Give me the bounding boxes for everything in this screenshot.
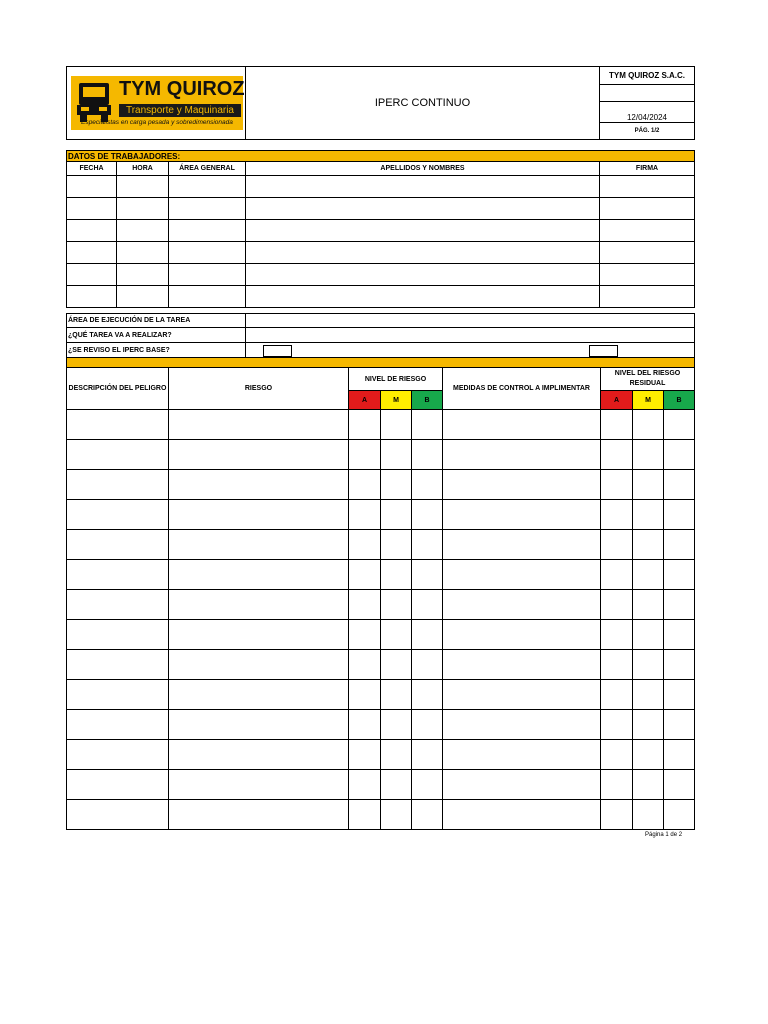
fecha-cell[interactable] <box>67 176 117 198</box>
residual-level-b: B <box>664 391 695 410</box>
risk-table <box>66 367 695 830</box>
nivel-a-cell[interactable] <box>349 410 381 440</box>
residual-a-cell[interactable] <box>601 800 633 830</box>
section-divider-bar <box>67 358 695 368</box>
col-area-general: ÁREA GENERAL <box>169 162 246 176</box>
iperc-no-checkbox[interactable] <box>589 345 618 357</box>
table-row <box>67 410 695 440</box>
company-logo <box>71 76 243 130</box>
task-area-field[interactable] <box>246 314 695 328</box>
nivel-b-cell[interactable] <box>412 410 443 440</box>
residual-b-cell[interactable] <box>664 650 695 680</box>
residual-m-cell[interactable] <box>633 770 664 800</box>
page-number: PÁG. 1/2 <box>600 122 695 139</box>
residual-b-cell[interactable] <box>664 770 695 800</box>
nombres-cell[interactable] <box>246 286 600 308</box>
residual-a-cell[interactable] <box>601 740 633 770</box>
document-title: IPERC CONTINUO <box>246 67 600 140</box>
task-area-label: ÁREA DE EJECUCIÓN DE LA TAREA <box>67 314 246 328</box>
riesgo-cell[interactable] <box>169 560 349 590</box>
nombres-cell[interactable] <box>246 176 600 198</box>
residual-m-cell[interactable] <box>633 530 664 560</box>
medidas-cell[interactable] <box>443 470 601 500</box>
medidas-cell[interactable] <box>443 650 601 680</box>
col-firma: FIRMA <box>600 162 695 176</box>
medidas-cell[interactable] <box>443 530 601 560</box>
brand-name: TYM QUIROZ <box>119 78 245 100</box>
residual-m-cell[interactable] <box>633 620 664 650</box>
nivel-b-cell[interactable] <box>412 680 443 710</box>
medidas-cell[interactable] <box>443 800 601 830</box>
residual-b-cell[interactable] <box>664 410 695 440</box>
residual-a-cell[interactable] <box>601 770 633 800</box>
riesgo-cell[interactable] <box>169 470 349 500</box>
nivel-a-cell[interactable] <box>349 770 381 800</box>
riesgo-cell[interactable] <box>169 620 349 650</box>
medidas-cell[interactable] <box>443 680 601 710</box>
residual-level-a: A <box>601 391 633 410</box>
fecha-cell[interactable] <box>67 286 117 308</box>
nivel-a-cell[interactable] <box>349 680 381 710</box>
residual-m-cell[interactable] <box>633 500 664 530</box>
table-row <box>67 470 695 500</box>
iperc-base-field <box>246 343 695 358</box>
nombres-cell[interactable] <box>246 264 600 286</box>
firma-cell[interactable] <box>600 198 695 220</box>
riesgo-cell[interactable] <box>169 740 349 770</box>
hora-cell[interactable] <box>117 198 169 220</box>
workers-section-title: DATOS DE TRABAJADORES: <box>67 151 695 162</box>
nivel-b-cell[interactable] <box>412 740 443 770</box>
task-what-label: ¿QUÉ TAREA VA A REALIZAR? <box>67 328 246 343</box>
fecha-cell[interactable] <box>67 198 117 220</box>
table-row <box>67 680 695 710</box>
col-nivel-riesgo: NIVEL DE RIESGO <box>349 368 443 391</box>
table-row <box>67 286 695 308</box>
nivel-m-cell[interactable] <box>381 560 412 590</box>
nivel-m-cell[interactable] <box>381 620 412 650</box>
nivel-m-cell[interactable] <box>381 770 412 800</box>
nivel-m-cell[interactable] <box>381 410 412 440</box>
peligro-cell[interactable] <box>67 410 169 440</box>
nivel-b-cell[interactable] <box>412 500 443 530</box>
task-table <box>66 313 695 368</box>
residual-m-cell[interactable] <box>633 800 664 830</box>
fecha-cell[interactable] <box>67 264 117 286</box>
riesgo-cell[interactable] <box>169 590 349 620</box>
peligro-cell[interactable] <box>67 770 169 800</box>
level-a: A <box>349 391 381 410</box>
nivel-a-cell[interactable] <box>349 650 381 680</box>
table-row <box>67 650 695 680</box>
medidas-cell[interactable] <box>443 620 601 650</box>
riesgo-cell[interactable] <box>169 800 349 830</box>
residual-b-cell[interactable] <box>664 440 695 470</box>
residual-a-cell[interactable] <box>601 500 633 530</box>
col-apellidos-nombres: APELLIDOS Y NOMBRES <box>246 162 600 176</box>
residual-b-cell[interactable] <box>664 560 695 590</box>
residual-b-cell[interactable] <box>664 680 695 710</box>
peligro-cell[interactable] <box>67 740 169 770</box>
nivel-b-cell[interactable] <box>412 710 443 740</box>
medidas-cell[interactable] <box>443 740 601 770</box>
table-row <box>67 440 695 470</box>
firma-cell[interactable] <box>600 286 695 308</box>
brand-subtitle: Transporte y Maquinaria <box>119 104 241 117</box>
table-row <box>67 530 695 560</box>
table-row <box>67 242 695 264</box>
nivel-b-cell[interactable] <box>412 650 443 680</box>
table-row <box>67 740 695 770</box>
residual-a-cell[interactable] <box>601 530 633 560</box>
residual-b-cell[interactable] <box>664 500 695 530</box>
table-row <box>67 176 695 198</box>
nivel-m-cell[interactable] <box>381 590 412 620</box>
residual-m-cell[interactable] <box>633 440 664 470</box>
medidas-cell[interactable] <box>443 710 601 740</box>
residual-b-cell[interactable] <box>664 710 695 740</box>
table-row <box>67 220 695 242</box>
header-blank-cell <box>600 85 695 102</box>
header-table <box>66 66 695 140</box>
nivel-m-cell[interactable] <box>381 530 412 560</box>
hora-cell[interactable] <box>117 242 169 264</box>
logo-cell <box>67 67 246 140</box>
nivel-m-cell[interactable] <box>381 710 412 740</box>
riesgo-cell[interactable] <box>169 530 349 560</box>
residual-label-line1: NIVEL DEL RIESGO <box>614 370 681 377</box>
residual-m-cell[interactable] <box>633 650 664 680</box>
riesgo-cell[interactable] <box>169 680 349 710</box>
medidas-cell[interactable] <box>443 410 601 440</box>
nivel-b-cell[interactable] <box>412 440 443 470</box>
residual-a-cell[interactable] <box>601 710 633 740</box>
firma-cell[interactable] <box>600 264 695 286</box>
residual-a-cell[interactable] <box>601 470 633 500</box>
table-row <box>67 620 695 650</box>
riesgo-cell[interactable] <box>169 410 349 440</box>
nivel-b-cell[interactable] <box>412 800 443 830</box>
nivel-b-cell[interactable] <box>412 770 443 800</box>
peligro-cell[interactable] <box>67 560 169 590</box>
residual-a-cell[interactable] <box>601 650 633 680</box>
col-riesgo: RIESGO <box>169 368 349 410</box>
firma-cell[interactable] <box>600 242 695 264</box>
col-hora: HORA <box>117 162 169 176</box>
area-cell[interactable] <box>169 264 246 286</box>
fecha-cell[interactable] <box>67 220 117 242</box>
table-row <box>67 198 695 220</box>
nivel-m-cell[interactable] <box>381 650 412 680</box>
area-cell[interactable] <box>169 286 246 308</box>
nivel-m-cell[interactable] <box>381 740 412 770</box>
nivel-a-cell[interactable] <box>349 590 381 620</box>
residual-a-cell[interactable] <box>601 620 633 650</box>
nivel-a-cell[interactable] <box>349 530 381 560</box>
footer-page-text: Página 1 de 2 <box>645 832 683 838</box>
hora-cell[interactable] <box>117 176 169 198</box>
col-fecha: FECHA <box>67 162 117 176</box>
residual-b-cell[interactable] <box>664 740 695 770</box>
fecha-cell[interactable] <box>67 242 117 264</box>
nivel-b-cell[interactable] <box>412 530 443 560</box>
nivel-a-cell[interactable] <box>349 560 381 590</box>
riesgo-cell[interactable] <box>169 770 349 800</box>
hora-cell[interactable] <box>117 220 169 242</box>
peligro-cell[interactable] <box>67 530 169 560</box>
risk-rows <box>67 410 695 830</box>
brand-tagline: Especialistas en carga pesada y sobredimensionada <box>81 119 233 126</box>
residual-a-cell[interactable] <box>601 590 633 620</box>
nombres-cell[interactable] <box>246 198 600 220</box>
iperc-yes-checkbox[interactable] <box>263 345 292 357</box>
riesgo-cell[interactable] <box>169 650 349 680</box>
peligro-cell[interactable] <box>67 620 169 650</box>
residual-m-cell[interactable] <box>633 590 664 620</box>
residual-b-cell[interactable] <box>664 800 695 830</box>
riesgo-cell[interactable] <box>169 710 349 740</box>
level-m: M <box>381 391 412 410</box>
nivel-a-cell[interactable] <box>349 470 381 500</box>
col-descripcion-peligro: DESCRIPCIÓN DEL PELIGRO <box>67 368 169 410</box>
residual-m-cell[interactable] <box>633 710 664 740</box>
residual-b-cell[interactable] <box>664 620 695 650</box>
area-cell[interactable] <box>169 198 246 220</box>
col-nivel-residual <box>601 368 695 391</box>
iperc-base-label: ¿SE REVISO EL IPERC BASE? <box>67 343 246 358</box>
table-row <box>67 264 695 286</box>
residual-m-cell[interactable] <box>633 740 664 770</box>
nivel-b-cell[interactable] <box>412 470 443 500</box>
table-row <box>67 560 695 590</box>
nombres-cell[interactable] <box>246 220 600 242</box>
workers-table <box>66 150 695 308</box>
nombres-cell[interactable] <box>246 242 600 264</box>
table-row <box>67 710 695 740</box>
riesgo-cell[interactable] <box>169 500 349 530</box>
hora-cell[interactable] <box>117 286 169 308</box>
peligro-cell[interactable] <box>67 440 169 470</box>
nivel-b-cell[interactable] <box>412 620 443 650</box>
firma-cell[interactable] <box>600 176 695 198</box>
truck-icon <box>75 80 113 124</box>
nivel-a-cell[interactable] <box>349 800 381 830</box>
table-row <box>67 770 695 800</box>
firma-cell[interactable] <box>600 220 695 242</box>
residual-m-cell[interactable] <box>633 680 664 710</box>
col-medidas-control: MEDIDAS DE CONTROL A IMPLIMENTAR <box>443 368 601 410</box>
medidas-cell[interactable] <box>443 560 601 590</box>
hora-cell[interactable] <box>117 264 169 286</box>
peligro-cell[interactable] <box>67 590 169 620</box>
nivel-b-cell[interactable] <box>412 560 443 590</box>
nivel-b-cell[interactable] <box>412 590 443 620</box>
nivel-a-cell[interactable] <box>349 440 381 470</box>
residual-a-cell[interactable] <box>601 560 633 590</box>
table-row <box>67 590 695 620</box>
peligro-cell[interactable] <box>67 500 169 530</box>
residual-a-cell[interactable] <box>601 410 633 440</box>
area-cell[interactable] <box>169 242 246 264</box>
residual-m-cell[interactable] <box>633 470 664 500</box>
peligro-cell[interactable] <box>67 680 169 710</box>
residual-b-cell[interactable] <box>664 470 695 500</box>
residual-label-line2: RESIDUAL <box>629 380 666 387</box>
peligro-cell[interactable] <box>67 800 169 830</box>
table-row <box>67 800 695 830</box>
medidas-cell[interactable] <box>443 440 601 470</box>
medidas-cell[interactable] <box>443 770 601 800</box>
residual-level-m: M <box>633 391 664 410</box>
peligro-cell[interactable] <box>67 710 169 740</box>
task-what-field[interactable] <box>246 328 695 343</box>
nivel-m-cell[interactable] <box>381 800 412 830</box>
nivel-a-cell[interactable] <box>349 710 381 740</box>
residual-a-cell[interactable] <box>601 680 633 710</box>
nivel-m-cell[interactable] <box>381 680 412 710</box>
medidas-cell[interactable] <box>443 500 601 530</box>
nivel-a-cell[interactable] <box>349 500 381 530</box>
area-cell[interactable] <box>169 220 246 242</box>
nivel-m-cell[interactable] <box>381 500 412 530</box>
peligro-cell[interactable] <box>67 470 169 500</box>
nivel-m-cell[interactable] <box>381 440 412 470</box>
medidas-cell[interactable] <box>443 590 601 620</box>
area-cell[interactable] <box>169 176 246 198</box>
residual-m-cell[interactable] <box>633 560 664 590</box>
company-name: TYM QUIROZ S.A.C. <box>600 67 695 85</box>
residual-m-cell[interactable] <box>633 410 664 440</box>
level-b: B <box>412 391 443 410</box>
residual-a-cell[interactable] <box>601 440 633 470</box>
residual-b-cell[interactable] <box>664 590 695 620</box>
table-row <box>67 500 695 530</box>
document-date: 12/04/2024 <box>600 102 695 122</box>
nivel-m-cell[interactable] <box>381 470 412 500</box>
peligro-cell[interactable] <box>67 650 169 680</box>
nivel-a-cell[interactable] <box>349 620 381 650</box>
residual-b-cell[interactable] <box>664 530 695 560</box>
riesgo-cell[interactable] <box>169 440 349 470</box>
nivel-a-cell[interactable] <box>349 740 381 770</box>
